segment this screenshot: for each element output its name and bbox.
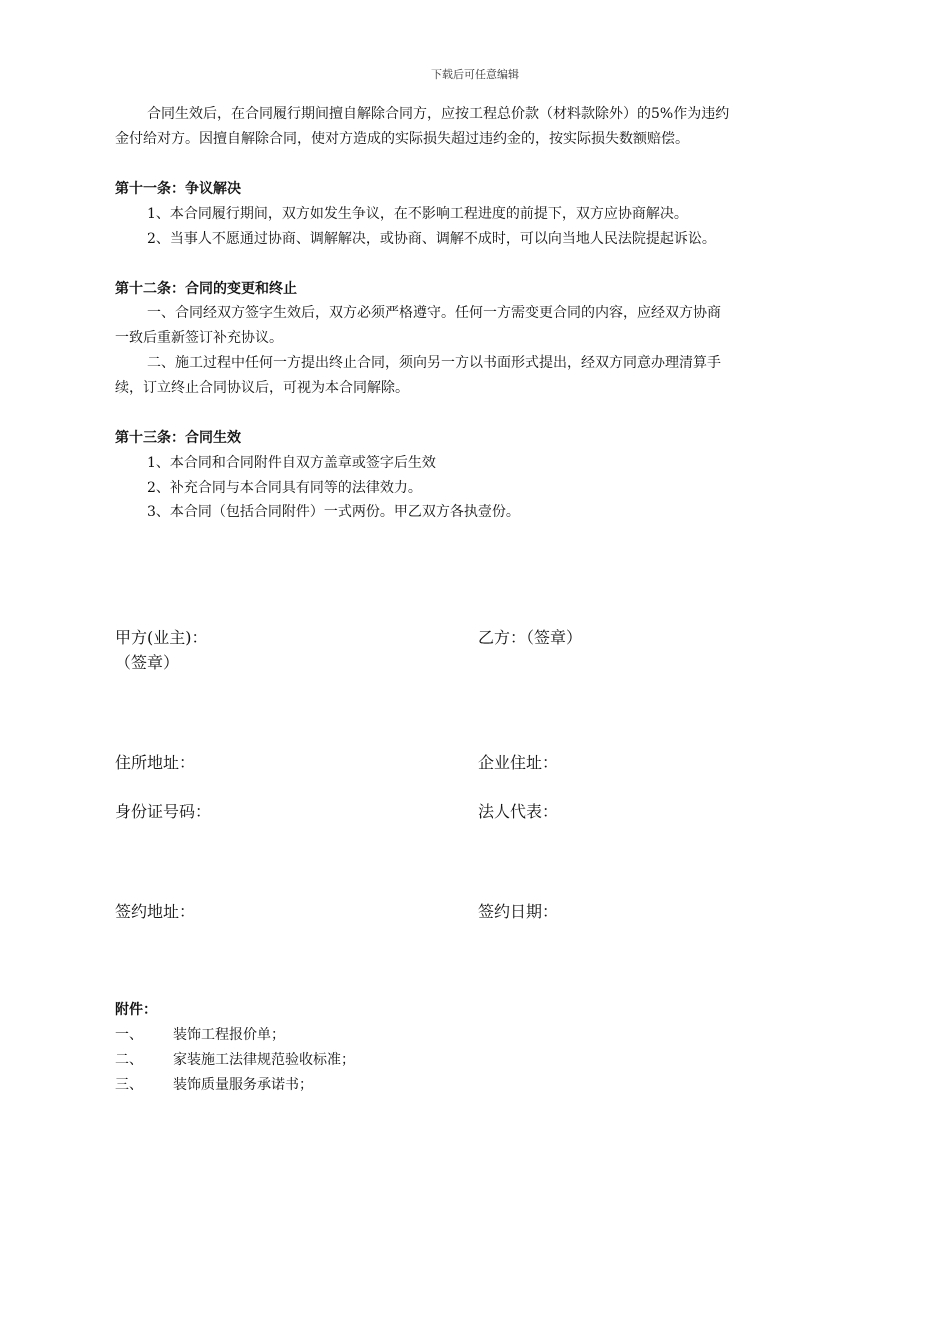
article-13-item-1: 1、本合同和合同附件自双方盖章或签字后生效 [147, 455, 436, 471]
attachment-1-text: 装饰工程报价单； [173, 1027, 285, 1043]
address-label: 住所地址： [115, 753, 196, 772]
party-b-label: 乙方：（签章） [478, 628, 583, 647]
attachment-1-number: 一、 [115, 1027, 143, 1043]
party-a-seal: （签章） [115, 653, 180, 672]
attachment-3-text: 装饰质量服务承诺书； [173, 1077, 313, 1093]
intro-line-1: 合同生效后，在合同履行期间擅自解除合同方，应按工程总价款（材料款除外）的5%作为违约 [147, 106, 730, 122]
article-13-item-2: 2、补充合同与本合同具有同等的法律效力。 [147, 480, 422, 496]
sign-date-label: 签约日期： [478, 902, 559, 921]
company-address-label: 企业住址： [478, 753, 559, 772]
legal-rep-label: 法人代表： [478, 802, 559, 821]
article-11-item-1: 1、本合同履行期间，双方如发生争议，在不影响工程进度的前提下，双方应协商解决。 [147, 206, 688, 222]
article-13-title: 第十三条：合同生效 [115, 430, 241, 446]
article-11-item-2: 2、当事人不愿通过协商、调解解决，或协商、调解不成时，可以向当地人民法院提起诉讼。 [147, 231, 716, 247]
article-12-p2-line-2: 续，订立终止合同协议后，可视为本合同解除。 [115, 380, 409, 396]
id-number-label: 身份证号码： [115, 802, 212, 821]
article-12-p1-line-2: 一致后重新签订补充协议。 [115, 330, 283, 346]
attachment-2-text: 家装施工法律规范验收标准； [173, 1052, 355, 1068]
page-header: 下载后可任意编辑 [431, 68, 519, 81]
attachment-3-number: 三、 [115, 1077, 143, 1093]
attachment-2-number: 二、 [115, 1052, 143, 1068]
party-a-label: 甲方(业主)： [115, 628, 208, 647]
intro-line-2: 金付给对方。因擅自解除合同，使对方造成的实际损失超过违约金的，按实际损失数额赔偿。 [115, 131, 689, 147]
article-12-title: 第十二条：合同的变更和终止 [115, 281, 297, 297]
article-11-title: 第十一条：争议解决 [115, 181, 241, 197]
sign-place-label: 签约地址： [115, 902, 196, 921]
article-12-p1-line-1: 一、合同经双方签字生效后，双方必须严格遵守。任何一方需变更合同的内容，应经双方协商 [147, 305, 721, 321]
article-12-p2-line-1: 二、施工过程中任何一方提出终止合同，须向另一方以书面形式提出，经双方同意办理清算手 [147, 355, 721, 371]
article-13-item-3: 3、本合同（包括合同附件）一式两份。甲乙双方各执壹份。 [147, 504, 520, 520]
attachments-title: 附件： [115, 1002, 157, 1018]
